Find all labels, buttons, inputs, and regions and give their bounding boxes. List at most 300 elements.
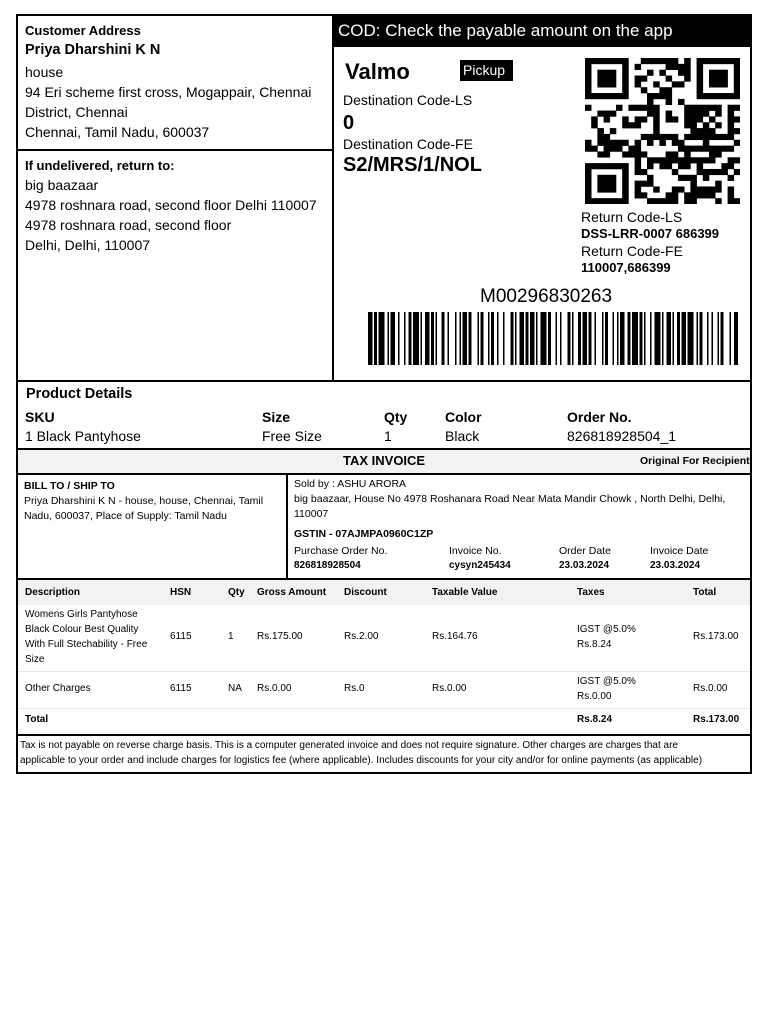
qr-module [690,192,697,198]
footer-note-line: applicable to your order and include charges for logistics fee (where applicable). Includes discounts for your city and/or for online payments (as applicable) [20,755,703,766]
barcode-bar [721,312,724,365]
items-col-total: Total [693,587,717,598]
qr-module [628,146,635,152]
invoice-date-label: Invoice Date [650,545,709,557]
items-col-qty: Qty [228,587,245,598]
qr-module [591,122,598,128]
qr-module [591,163,598,169]
barcode-bar [491,312,494,365]
qr-module [653,111,660,117]
qr-module [728,157,735,163]
qr-module [647,175,654,181]
qr-module [690,175,697,181]
qr-module [597,134,604,140]
barcode [368,312,738,365]
qr-module [672,192,679,198]
qr-module [697,116,704,122]
product-order-no: 826818928504_1 [567,428,677,444]
qr-module [610,70,617,76]
qr-module [672,157,679,163]
qr-module [604,111,611,117]
qr-module [597,70,604,76]
purchase-order-value: 826818928504 [294,560,361,571]
qr-module [666,134,673,140]
barcode-bar [374,312,377,365]
qr-module [678,70,685,76]
qr-module [728,58,735,64]
qr-module [604,58,611,64]
qr-module [697,70,704,76]
qr-module [622,58,629,64]
qr-module [666,116,673,122]
qr-module [666,87,673,93]
qr-module [697,76,704,82]
barcode-bar [595,312,597,365]
barcode-bar [620,312,625,365]
qr-module [610,186,617,192]
qr-module [684,163,691,169]
qr-module [684,116,691,122]
qr-module [647,157,654,163]
qr-module [635,146,642,152]
invoice-no-value: cysyn245434 [449,560,511,571]
total-label: Total [25,714,49,725]
qr-module [728,192,735,198]
qr-module [709,116,716,122]
barcode-bar [662,312,664,365]
qr-module [585,81,592,87]
item-description: Other Charges [25,683,91,694]
customer-address-heading: Customer Address [25,23,141,38]
qr-module [678,99,685,105]
qr-module [610,111,617,117]
qr-module [666,111,673,117]
return-address-line: 4978 roshnara road, second floor Delhi 110007 [25,197,317,213]
qr-module [678,81,685,87]
product-col-qty: Qty [384,409,408,425]
barcode-bar [682,312,687,365]
qr-module [697,134,704,140]
barcode-bar [520,312,525,365]
destination-code-fe-value: S2/MRS/1/NOL [343,154,482,176]
barcode-bar [718,312,720,365]
barcode-bar [530,312,535,365]
qr-module [635,151,642,157]
barcode-bar [398,312,400,365]
barcode-bar [655,312,661,365]
item-qty: 1 [228,631,234,642]
qr-module [678,163,685,169]
items-col-taxes: Taxes [577,587,605,598]
item-hsn: 6115 [170,631,192,642]
qr-module [622,151,629,157]
qr-module [641,105,648,111]
barcode-bar [436,312,438,365]
qr-module [653,186,660,192]
item-hsn: 6115 [170,683,192,694]
qr-module [715,122,722,128]
barcode-bar [712,312,714,365]
pickup-badge [460,60,513,81]
barcode-bar [548,312,551,365]
return-address-heading: If undelivered, return to: [25,158,175,173]
barcode-bar [632,312,638,365]
qr-module [585,169,592,175]
qr-module [641,87,648,93]
qr-module [604,151,611,157]
item-gross: Rs.175.00 [257,631,303,642]
return-address-line: 4978 roshnara road, second floor [25,217,232,233]
qr-module [715,76,722,82]
qr-module [666,192,673,198]
qr-module [635,76,642,82]
qr-module [610,163,617,169]
qr-module [610,128,617,134]
qr-module [684,105,691,111]
customer-address-line: Chennai, Tamil Nadu, 600037 [25,124,210,140]
qr-module [666,198,673,204]
cod-banner [333,15,751,47]
qr-module [672,140,679,146]
footer-note-line: Tax is not payable on reverse charge basis. This is a computer generated invoice and does not require signature. Other charges are charges that are [20,740,678,751]
bill-sold-divider [286,474,288,580]
qr-module [641,181,648,187]
invoice-no-label: Invoice No. [449,545,502,557]
qr-module [697,81,704,87]
customer-name: Priya Dharshini K N [25,42,161,58]
qr-module [666,99,673,105]
barcode-bar [388,312,390,365]
item-gross: Rs.0.00 [257,683,292,694]
barcode-bar [526,312,529,365]
qr-module [715,81,722,87]
qr-module [703,192,710,198]
qr-module [622,70,629,76]
qr-module [709,58,716,64]
qr-module [591,93,598,99]
qr-module [597,198,604,204]
qr-module [635,105,642,111]
qr-module [616,163,623,169]
qr-module [647,198,654,204]
qr-module [635,157,642,163]
qr-module [585,64,592,70]
qr-module [703,157,710,163]
qr-module [684,157,691,163]
barcode-bar [677,312,680,365]
product-color: Black [445,428,480,444]
qr-module [622,198,629,204]
barcode-bar [650,312,652,365]
qr-module [734,169,740,175]
barcode-bar [730,312,732,365]
qr-module [709,128,716,134]
qr-module [684,192,691,198]
order-date-value: 23.03.2024 [559,560,610,571]
qr-module [597,76,604,82]
item-tax-amount: Rs.8.24 [577,639,612,650]
qr-module [597,163,604,169]
qr-module [641,151,648,157]
qr-module [666,163,673,169]
qr-module [703,186,710,192]
qr-module [653,116,660,122]
qr-module [684,70,691,76]
barcode-bar [511,312,514,365]
qr-module [715,134,722,140]
qr-module [591,58,598,64]
courier-name: Valmo [345,59,410,84]
qr-module [616,58,623,64]
qr-module [672,198,679,204]
qr-module [672,134,679,140]
item-taxable: Rs.164.76 [432,631,478,642]
item-total: Rs.173.00 [693,631,739,642]
qr-module [585,163,592,169]
qr-module [697,192,704,198]
item-tax-amount: Rs.0.00 [577,691,612,702]
qr-module [610,93,617,99]
qr-module [604,181,611,187]
qr-module [597,93,604,99]
qr-module [734,198,740,204]
qr-module [585,186,592,192]
qr-module [734,105,740,111]
customer-address-line: District, Chennai [25,104,128,120]
qr-module [715,58,722,64]
destination-code-ls-label: Destination Code-LS [343,92,473,108]
qr-module [622,122,629,128]
qr-module [635,64,642,70]
qr-module [647,105,654,111]
horizontal-divider [16,149,334,151]
qr-module [703,105,710,111]
qr-module [653,134,660,140]
qr-module [684,64,691,70]
qr-module [734,87,740,93]
qr-module [622,181,629,187]
product-sku: 1 Black Pantyhose [25,428,141,444]
qr-module [610,198,617,204]
qr-module [684,134,691,140]
qr-module [690,122,697,128]
qr-module [597,58,604,64]
barcode-bar [605,312,608,365]
qr-module [697,105,704,111]
qr-module [728,186,735,192]
qr-module [734,140,740,146]
qr-module [728,198,735,204]
barcode-bar [469,312,472,365]
qr-module [659,198,666,204]
qr-module [678,157,685,163]
qr-module [703,140,710,146]
qr-module [709,81,716,87]
qr-module [697,58,704,64]
item-qty: NA [228,683,242,694]
qr-module [703,93,710,99]
qr-module [597,186,604,192]
qr-module [604,140,611,146]
qr-module [697,146,704,152]
qr-module [703,169,710,175]
qr-module [728,163,735,169]
barcode-bar [640,312,643,365]
sold-by: Sold by : ASHU ARORA [294,478,407,490]
qr-module [734,93,740,99]
qr-module [659,140,666,146]
return-code-ls-label: Return Code-LS [581,209,683,225]
qr-module [684,198,691,204]
row-divider [18,671,750,672]
qr-module [728,111,735,117]
return-address-line: Delhi, Delhi, 110007 [25,237,151,253]
original-for-recipient: Original For Recipient [640,455,750,467]
qr-module [728,134,735,140]
qr-module [721,163,728,169]
qr-module [585,175,592,181]
qr-module [697,93,704,99]
qr-module [703,175,710,181]
items-col-taxable: Taxable Value [432,587,498,598]
barcode-bar [404,312,406,365]
row-divider [18,708,750,709]
qr-module [672,64,679,70]
qr-module [635,81,642,87]
qr-module [697,111,704,117]
barcode-bar [667,312,672,365]
qr-module [647,163,654,169]
qr-module [604,116,611,122]
destination-code-ls-value: 0 [343,112,355,134]
qr-module [666,151,673,157]
qr-module [728,175,735,181]
qr-module [597,181,604,187]
qr-module [697,186,704,192]
qr-module [622,76,629,82]
qr-module [653,157,660,163]
qr-module [641,76,648,82]
return-address-line: big baazaar [25,177,99,193]
destination-code-fe-label: Destination Code-FE [343,136,473,152]
qr-module [728,122,735,128]
barcode-bar [700,312,703,365]
qr-module [610,58,617,64]
qr-module [709,70,716,76]
barcode-bar [578,312,581,365]
qr-module [721,58,728,64]
return-code-fe-label: Return Code-FE [581,243,683,259]
qr-module [604,93,611,99]
barcode-bar [617,312,619,365]
qr-module [597,81,604,87]
qr-module [721,81,728,87]
qr-module [690,186,697,192]
qr-module [647,99,654,105]
cod-banner-text: COD: Check the payable amount on the app [338,21,673,40]
barcode-bar [391,312,396,365]
barcode-bar [497,312,499,365]
qr-module [697,163,704,169]
qr-module [715,70,722,76]
qr-module [728,116,735,122]
item-tax-rate: IGST @5.0% [577,676,636,687]
item-description: With Full Stechability - Free [25,639,148,650]
customer-address-line: 94 Eri scheme first cross, Mogappair, Chennai [25,84,312,100]
qr-module [715,181,722,187]
barcode-bar [379,312,385,365]
qr-module [622,163,629,169]
barcode-bar [488,312,490,365]
item-description: Womens Girls Pantyhose [25,609,138,620]
qr-module [697,64,704,70]
barcode-bar [478,312,480,365]
barcode-bar [688,312,694,365]
item-description: Black Colour Best Quality [25,624,139,635]
qr-module [604,134,611,140]
item-tax-rate: IGST @5.0% [577,624,636,635]
qr-module [585,76,592,82]
bill-to-line: Nadu, 600037, Place of Supply: Tamil Nadu [24,510,227,522]
tax-invoice-title: TAX INVOICE [343,453,426,468]
qr-module [647,140,654,146]
barcode-bar [431,312,434,365]
qr-module [597,151,604,157]
qr-module [703,111,710,117]
qr-module [728,146,735,152]
qr-module [709,192,716,198]
qr-module [635,169,642,175]
qr-module [672,151,679,157]
qr-module [641,169,648,175]
qr-module [628,122,635,128]
qr-module [604,186,611,192]
qr-module [715,146,722,152]
barcode-bar [425,312,430,365]
qr-module [616,146,623,152]
qr-module [684,122,691,128]
qr-module [721,93,728,99]
item-description: Size [25,654,45,665]
return-code-ls-value: DSS-LRR-0007 686399 [581,226,720,241]
qr-module [635,163,642,169]
awb-number: M00296830263 [480,286,613,307]
barcode-bar [734,312,738,365]
qr-module [635,116,642,122]
pickup-badge-text: Pickup [463,62,506,78]
product-col-size: Size [262,409,291,425]
qr-module [715,93,722,99]
barcode-bar [697,312,699,365]
qr-module [610,175,617,181]
qr-module [622,140,629,146]
qr-module [597,175,604,181]
barcode-bar [463,312,468,365]
barcode-bar [644,312,646,365]
items-col-discount: Discount [344,587,387,598]
barcode-bar [613,312,615,365]
qr-module [734,157,740,163]
qr-module [703,122,710,128]
qr-module [610,81,617,87]
qr-module [622,87,629,93]
qr-module [604,81,611,87]
barcode-bar [589,312,592,365]
barcode-bar [572,312,574,365]
qr-module [610,140,617,146]
qr-module [734,128,740,134]
qr-module [653,93,660,99]
